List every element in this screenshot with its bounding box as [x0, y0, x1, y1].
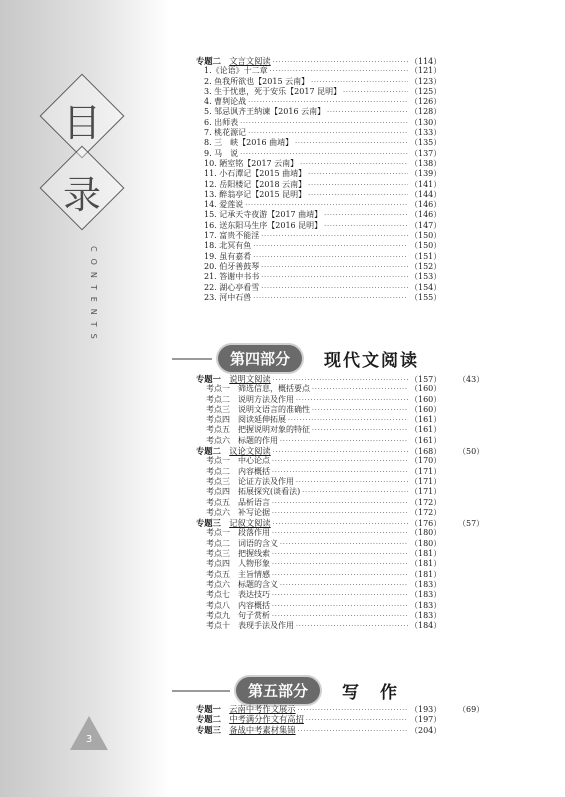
page-ref: （150） [410, 241, 442, 251]
exam-point-entry [196, 425, 496, 435]
entry-label: 5. 邹忌讽齐王纳谏【2016 云南】 [204, 107, 326, 117]
page-ref: （171） [410, 487, 442, 497]
toc-entry [196, 272, 496, 282]
page-ref: （160） [410, 384, 442, 394]
topic-row [196, 446, 496, 456]
dot-leader [280, 437, 408, 447]
page-ref: （161） [410, 425, 442, 435]
page-ref: （121） [410, 66, 442, 76]
entry-label: 考点四 阅读延伸拓展 [206, 415, 286, 425]
part5-header [236, 676, 399, 704]
toc-entry [196, 283, 496, 293]
entry-label: 考点三 把握线索 [206, 549, 270, 559]
page-ref: （183） [410, 579, 442, 589]
page-ref: （160） [410, 394, 442, 404]
dot-leader [280, 581, 408, 591]
toc-title-bottom: 录 [62, 173, 101, 217]
dot-leader [272, 560, 408, 570]
page-ref: （154） [410, 282, 442, 292]
entry-label: 14. 爱莲说 [204, 200, 244, 210]
exam-point-entry [196, 498, 496, 508]
page-ref: （146） [410, 210, 442, 220]
topic-heading [196, 374, 271, 384]
topic-heading [196, 446, 271, 456]
dot-leader [253, 242, 408, 252]
topic-row [196, 725, 496, 735]
page-ref: （153） [410, 272, 442, 282]
dot-leader [343, 88, 408, 98]
page-ref: （123） [410, 76, 442, 86]
dot-leader [253, 253, 408, 263]
dot-leader [295, 139, 408, 149]
page-ref: （180） [410, 528, 442, 538]
page-ref: （125） [410, 86, 442, 96]
toc-entry [196, 97, 496, 107]
topic-row [196, 56, 496, 66]
topic-heading [196, 725, 296, 735]
page-ref: （144） [410, 189, 442, 199]
exam-point-entry [196, 415, 496, 425]
exam-point-entry [196, 570, 496, 580]
toc-entry [196, 190, 496, 200]
dot-leader [296, 622, 408, 632]
dot-leader [324, 222, 408, 232]
entry-label: 考点五 把握说明对象的特征 [206, 425, 310, 435]
topic-heading [196, 714, 304, 724]
entry-label: 考点六 标题的作用 [206, 435, 278, 445]
topic-title: 记叙文阅读 [229, 518, 271, 529]
exam-point-entry [196, 559, 496, 569]
dot-leader [272, 602, 408, 612]
page-ref: （193） [410, 705, 442, 714]
entry-label: 3. 生于忧患，死于安乐【2017 昆明】 [204, 86, 342, 96]
page-ref: （130） [410, 117, 442, 127]
entry-label: 16. 送东阳马生序【2016 昆明】 [204, 220, 323, 230]
part5-rule [172, 690, 230, 692]
part4-title: 现代文阅读 [324, 350, 420, 371]
page-ref: （135） [410, 138, 442, 148]
toc-entry [196, 252, 496, 262]
page-ref: （157） [410, 375, 442, 384]
entry-label: 考点五 主旨情感 [206, 569, 270, 579]
part5-title: 写 作 [342, 682, 400, 703]
page-ref: （141） [410, 179, 442, 189]
topic-row [196, 374, 496, 384]
page-ref: （161） [410, 435, 442, 445]
exam-point-entry [196, 601, 496, 611]
exam-point-entry [196, 508, 496, 518]
entry-label: 考点四 人物形象 [206, 559, 270, 569]
exam-point-entry [196, 539, 496, 549]
page-ref: （155） [410, 292, 442, 302]
exam-point-entry [196, 611, 496, 621]
dot-leader [308, 170, 408, 180]
entry-label: 10. 陋室铭【2017 云南】 [204, 158, 299, 168]
page-ref: （172） [410, 497, 442, 507]
toc-entry [196, 221, 496, 231]
entry-label: 17. 富贵不能淫 [204, 231, 260, 241]
entry-label: 考点一 段落作用 [206, 528, 270, 538]
dot-leader [272, 499, 408, 509]
topic-title: 说明文阅读 [229, 374, 271, 384]
dot-leader [272, 529, 408, 539]
page-ref: （171） [410, 476, 442, 486]
page-ref: （180） [410, 538, 442, 548]
exam-point-entry [196, 384, 496, 394]
page-ref: （197） [410, 715, 442, 725]
dot-leader [261, 284, 408, 294]
entry-label: 22. 湖心亭看雪 [204, 282, 260, 292]
entry-label: 19. 虽有嘉肴 [204, 251, 252, 261]
part5-pill: 第五部分 [236, 677, 320, 704]
entry-label: 考点三 说明文语言的准确性 [206, 404, 310, 414]
dot-leader [272, 457, 408, 467]
exam-point-entry [196, 405, 496, 415]
topic-number: 专题三 [196, 518, 221, 529]
page-ref: （160） [410, 404, 442, 414]
page-ref: （114） [410, 57, 442, 66]
page-ref: （126） [410, 97, 442, 107]
topic-title: 云南中考作文展示 [229, 704, 296, 714]
page-ref: （133） [410, 128, 442, 138]
page-ref: （181） [410, 569, 442, 579]
page-ref: （171） [410, 466, 442, 476]
dot-leader [306, 716, 408, 726]
entry-label: 考点二 说明方法及作用 [206, 394, 294, 404]
page-ref: （147） [410, 220, 442, 230]
page-number: 3 [85, 734, 93, 745]
toc-entry [196, 200, 496, 210]
dot-leader [261, 263, 408, 273]
exam-point-entry [196, 477, 496, 487]
entry-label: 考点二 内容概括 [206, 466, 270, 476]
page-ref: （139） [410, 169, 442, 179]
toc-entry [196, 107, 496, 117]
part4-pill: 第四部分 [218, 345, 302, 372]
dot-leader [324, 211, 408, 221]
entry-label: 12. 岳阳楼记【2018 云南】 [204, 179, 307, 189]
page-ref: （168） [410, 447, 442, 457]
dot-leader [312, 426, 408, 436]
part4-header [218, 344, 419, 372]
dot-leader [253, 294, 408, 304]
page-ref: （181） [410, 549, 442, 559]
topic-number: 专题二 [196, 714, 221, 725]
toc-entry [196, 138, 496, 148]
topic-heading [196, 518, 271, 528]
classical-chinese-list [196, 56, 496, 303]
dot-leader [272, 550, 408, 560]
exam-point-entry [196, 590, 496, 600]
exam-point-entry [196, 436, 496, 446]
entry-label: 考点八 内容概括 [206, 600, 270, 610]
entry-label: 考点六 标题的含义 [206, 579, 278, 589]
entry-label: 考点三 论证方法及作用 [206, 476, 294, 486]
toc-entry [196, 293, 496, 303]
entry-label: 11. 小石潭记【2015 曲靖】 [204, 169, 307, 179]
dot-leader [296, 396, 408, 406]
dot-leader [272, 571, 408, 581]
entry-label: 考点九 句子赏析 [206, 610, 270, 620]
page-ref: （181） [410, 559, 442, 569]
page-ref: （128） [410, 107, 442, 117]
dot-leader [308, 181, 408, 191]
page-ref: （183） [410, 600, 442, 610]
entry-label: 考点十 表现手法及作用 [206, 621, 294, 631]
topic-row [196, 518, 496, 528]
dot-leader [300, 160, 408, 170]
entry-label: 4. 曹刿论战 [204, 97, 247, 107]
dot-leader [240, 119, 408, 129]
entry-label: 9. 马 说 [204, 148, 239, 158]
entry-label: 考点五 品析语言 [206, 497, 270, 507]
entry-label: 2. 鱼我所欲也【2015 云南】 [204, 76, 310, 86]
page-ref: （151） [410, 251, 442, 261]
answer-page-ref: （69） [458, 705, 485, 714]
modern-reading-list [196, 374, 496, 631]
toc-entry [196, 231, 496, 241]
page-ref: （146） [410, 200, 442, 210]
dot-leader [298, 727, 408, 737]
page-ref: （176） [410, 519, 442, 529]
toc-entry [196, 159, 496, 169]
part4-rule [172, 358, 212, 360]
topic-number: 专题二 [196, 56, 221, 66]
answer-page-ref: （50） [458, 447, 485, 457]
topic-title: 文言文阅读 [229, 56, 271, 66]
toc-entry [196, 210, 496, 220]
entry-label: 考点四 拓展探究(谈看法) [206, 487, 301, 497]
dot-leader [327, 108, 408, 118]
toc-entry [196, 149, 496, 159]
answer-page-ref: （57） [458, 519, 485, 529]
page-ref: （150） [410, 231, 442, 241]
writing-list [196, 704, 496, 735]
entry-label: 1.《论语》十二章 [204, 66, 268, 76]
exam-point-entry [196, 621, 496, 631]
topic-number: 专题一 [196, 704, 221, 714]
dot-leader [312, 385, 408, 395]
dot-leader [261, 232, 408, 242]
page-ref: （172） [410, 507, 442, 517]
toc-entry [196, 66, 496, 76]
answer-page-ref: （43） [458, 375, 485, 384]
entry-label: 23. 河中石兽 [204, 292, 252, 302]
exam-point-entry [196, 467, 496, 477]
topic-number: 专题三 [196, 724, 221, 735]
topic-row [196, 704, 496, 714]
topic-row [196, 714, 496, 724]
entry-label: 6. 出师表 [204, 117, 239, 127]
page-ref: （183） [410, 590, 442, 600]
toc-entry [196, 180, 496, 190]
topic-title: 中考满分作文有高招 [229, 714, 304, 725]
entry-label: 7. 桃花源记 [204, 128, 247, 138]
entry-label: 8. 三 峡【2016 曲靖】 [204, 138, 294, 148]
entry-label: 考点七 表达技巧 [206, 590, 270, 600]
page-ref: （183） [410, 610, 442, 620]
topic-title: 备战中考素材集锦 [229, 724, 296, 735]
toc-entry [196, 118, 496, 128]
page-ref: （137） [410, 148, 442, 158]
topic-number: 专题一 [196, 374, 221, 384]
topic-heading [196, 56, 271, 66]
dot-leader [261, 273, 408, 283]
dot-leader [308, 191, 408, 201]
page-ref: （152） [410, 261, 442, 271]
entry-label: 考点一 筛选信息，概括要点 [206, 384, 310, 394]
topic-number: 专题二 [196, 446, 221, 457]
page-ref: （138） [410, 158, 442, 168]
dot-leader [280, 540, 408, 550]
entry-label: 考点一 中心论点 [206, 456, 270, 466]
page-ref: （170） [410, 456, 442, 466]
toc-entry [196, 262, 496, 272]
toc-entry [196, 128, 496, 138]
entry-label: 20. 伯牙善鼓琴 [204, 261, 260, 271]
toc-entry [196, 241, 496, 251]
entry-label: 13. 醉翁亭记【2015 昆明】 [204, 189, 307, 199]
entry-label: 21. 答谢中书书 [204, 272, 260, 282]
dot-leader [298, 706, 408, 716]
toc-entry [196, 169, 496, 179]
entry-label: 考点六 补写论据 [206, 507, 270, 517]
dot-leader [296, 478, 408, 488]
toc-entry [196, 87, 496, 97]
topic-title: 议论文阅读 [229, 446, 271, 457]
exam-point-entry [196, 549, 496, 559]
exam-point-entry [196, 395, 496, 405]
dot-leader [312, 406, 408, 416]
entry-label: 考点二 词语的含义 [206, 538, 278, 548]
dot-leader [272, 591, 408, 601]
exam-point-entry [196, 456, 496, 466]
dot-leader [302, 488, 408, 498]
page-ref: （161） [410, 415, 442, 425]
exam-point-entry [196, 487, 496, 497]
page-ref: （184） [410, 621, 442, 631]
contents-word: CONTENTS [89, 246, 98, 346]
entry-label: 18. 北冥有鱼 [204, 241, 252, 251]
toc-entry [196, 77, 496, 87]
topic-heading [196, 704, 296, 714]
exam-point-entry [196, 580, 496, 590]
page-ref: （204） [410, 725, 442, 735]
exam-point-entry [196, 528, 496, 538]
entry-label: 15. 记承天寺夜游【2017 曲靖】 [204, 210, 323, 220]
toc-title-top: 目 [62, 101, 101, 145]
dot-leader [272, 509, 408, 519]
